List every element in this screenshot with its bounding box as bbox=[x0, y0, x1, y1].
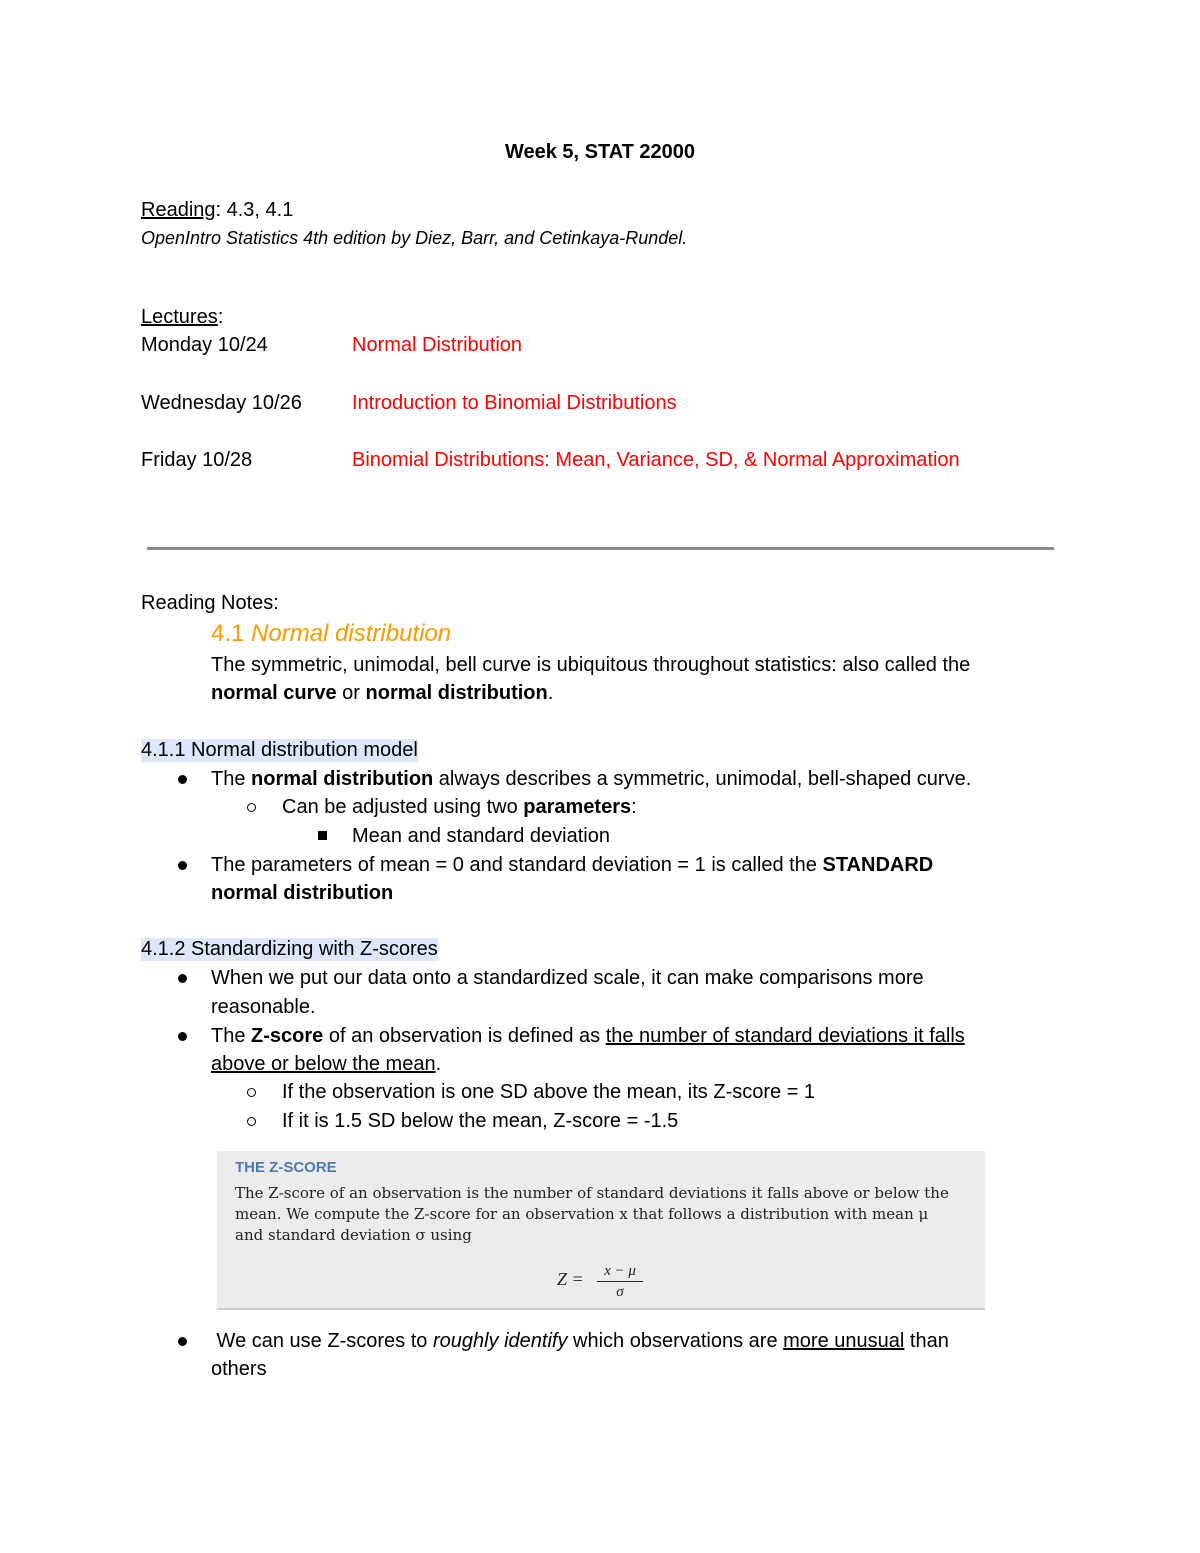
term-normal-distribution: normal distribution bbox=[365, 682, 548, 704]
text: . bbox=[435, 1053, 442, 1075]
bold-term: normal distribution bbox=[211, 882, 394, 904]
bullet-standard-normal-cont bbox=[211, 882, 393, 905]
page-title: Week 5, STAT 22000 bbox=[504, 141, 696, 163]
reading-line bbox=[141, 199, 293, 222]
bullet-mean-sd: Mean and standard deviation bbox=[352, 825, 610, 847]
reading-sections: : 4.3, 4.1 bbox=[215, 199, 294, 221]
reading-book: OpenIntro Statistics 4th edition by Diez, Barr, and Cetinkaya-Rundel. bbox=[141, 228, 688, 248]
bold-term: STANDARD bbox=[822, 854, 934, 876]
formula-denominator: σ bbox=[616, 1284, 624, 1300]
box-title: THE Z-SCORE bbox=[235, 1159, 337, 1176]
intro-line-1: The symmetric, unimodal, bell curve is ubiquitous throughout statistics: also called the bbox=[211, 654, 971, 676]
reading-notes-label: Reading Notes: bbox=[141, 592, 279, 614]
underlined-text: more unusual bbox=[783, 1330, 905, 1352]
bullet-square bbox=[318, 831, 327, 840]
text: We can use Z-scores to bbox=[211, 1330, 433, 1352]
lecture-topic-2: Introduction to Binomial Distributions bbox=[352, 392, 677, 414]
intro-line-2 bbox=[211, 682, 553, 705]
bullet-standardized-scale: When we put our data onto a standardized scale, it can make comparisons more bbox=[211, 967, 924, 989]
lecture-day-3: Friday 10/28 bbox=[141, 449, 253, 471]
horizontal-divider bbox=[147, 547, 1054, 550]
bold-term: Z-score bbox=[251, 1025, 324, 1047]
term-normal-curve: normal curve bbox=[211, 682, 337, 704]
text: : bbox=[631, 796, 637, 818]
lecture-day-1: Monday 10/24 bbox=[141, 334, 268, 356]
lectures-heading: Lectures: bbox=[141, 306, 224, 328]
underlined-text: above or below the mean bbox=[211, 1053, 436, 1075]
lecture-day-2: Wednesday 10/26 bbox=[141, 392, 302, 414]
lecture-topic-3: Binomial Distributions: Mean, Variance, SD, & Normal Approximation bbox=[352, 449, 960, 471]
bullet-standard-normal bbox=[211, 854, 933, 877]
text: of an observation is defined as bbox=[323, 1025, 606, 1047]
z-score-definition-box bbox=[217, 1151, 985, 1310]
text: than bbox=[904, 1330, 949, 1352]
bullet-z-score-definition bbox=[211, 1025, 965, 1048]
bullet-dot bbox=[178, 861, 187, 870]
bullet-1-5-sd-below: If it is 1.5 SD below the mean, Z-score = -1.5 bbox=[282, 1110, 679, 1132]
section-heading-title: Normal distribution bbox=[251, 620, 452, 647]
bullet-one-sd-above: If the observation is one SD above the mean, its Z-score = 1 bbox=[282, 1081, 816, 1103]
text: The parameters of mean = 0 and standard deviation = 1 is called the bbox=[211, 854, 823, 876]
text: always describes a symmetric, unimodal, bell-shaped curve. bbox=[433, 768, 972, 790]
box-line-2: mean. We compute the Z-score for an observation x that follows a distribution with mean μ bbox=[235, 1205, 929, 1223]
bullet-unusual-observations-cont: others bbox=[211, 1358, 267, 1380]
intro-connector: or bbox=[336, 682, 366, 704]
lectures-label: Lectures bbox=[141, 306, 218, 328]
bullet-dot bbox=[178, 1032, 187, 1041]
box-line-1: The Z-score of an observation is the number of standard deviations it falls above or below the bbox=[235, 1184, 949, 1202]
bullet-normal-distribution bbox=[211, 768, 971, 791]
bullet-dot bbox=[178, 775, 187, 784]
italic-text: roughly identify bbox=[432, 1330, 568, 1352]
underlined-text: the number of standard deviations it falls bbox=[605, 1025, 965, 1047]
intro-period: . bbox=[547, 682, 554, 704]
bullet-parameters bbox=[282, 796, 637, 819]
bullet-unusual-observations bbox=[211, 1330, 949, 1353]
bullet-standardized-scale-cont: reasonable. bbox=[211, 996, 316, 1018]
text: which observations are bbox=[567, 1330, 784, 1352]
text: The bbox=[211, 768, 252, 790]
text: The bbox=[211, 1025, 252, 1047]
subsection-heading-4-1-2: 4.1.2 Standardizing with Z-scores bbox=[141, 938, 438, 960]
reading-label: Reading bbox=[141, 199, 216, 221]
section-heading-number: 4.1 bbox=[211, 620, 245, 647]
bold-term: normal distribution bbox=[251, 768, 434, 790]
text: Can be adjusted using two bbox=[282, 796, 524, 818]
bold-term: parameters bbox=[523, 796, 632, 818]
bullet-z-score-definition-cont bbox=[211, 1053, 441, 1076]
formula-fraction bbox=[597, 1263, 643, 1301]
lecture-topic-1: Normal Distribution bbox=[352, 334, 523, 356]
bullet-dot bbox=[178, 974, 187, 983]
box-line-3: and standard deviation σ using bbox=[235, 1226, 472, 1244]
formula-lhs: Z = bbox=[557, 1269, 584, 1289]
bullet-circle bbox=[247, 1117, 256, 1126]
formula-numerator: x − μ bbox=[597, 1263, 643, 1282]
subsection-heading-4-1-1: 4.1.1 Normal distribution model bbox=[141, 739, 418, 761]
section-heading bbox=[211, 620, 451, 648]
bullet-circle bbox=[247, 803, 256, 812]
bullet-dot bbox=[178, 1337, 187, 1346]
bullet-circle bbox=[247, 1088, 256, 1097]
